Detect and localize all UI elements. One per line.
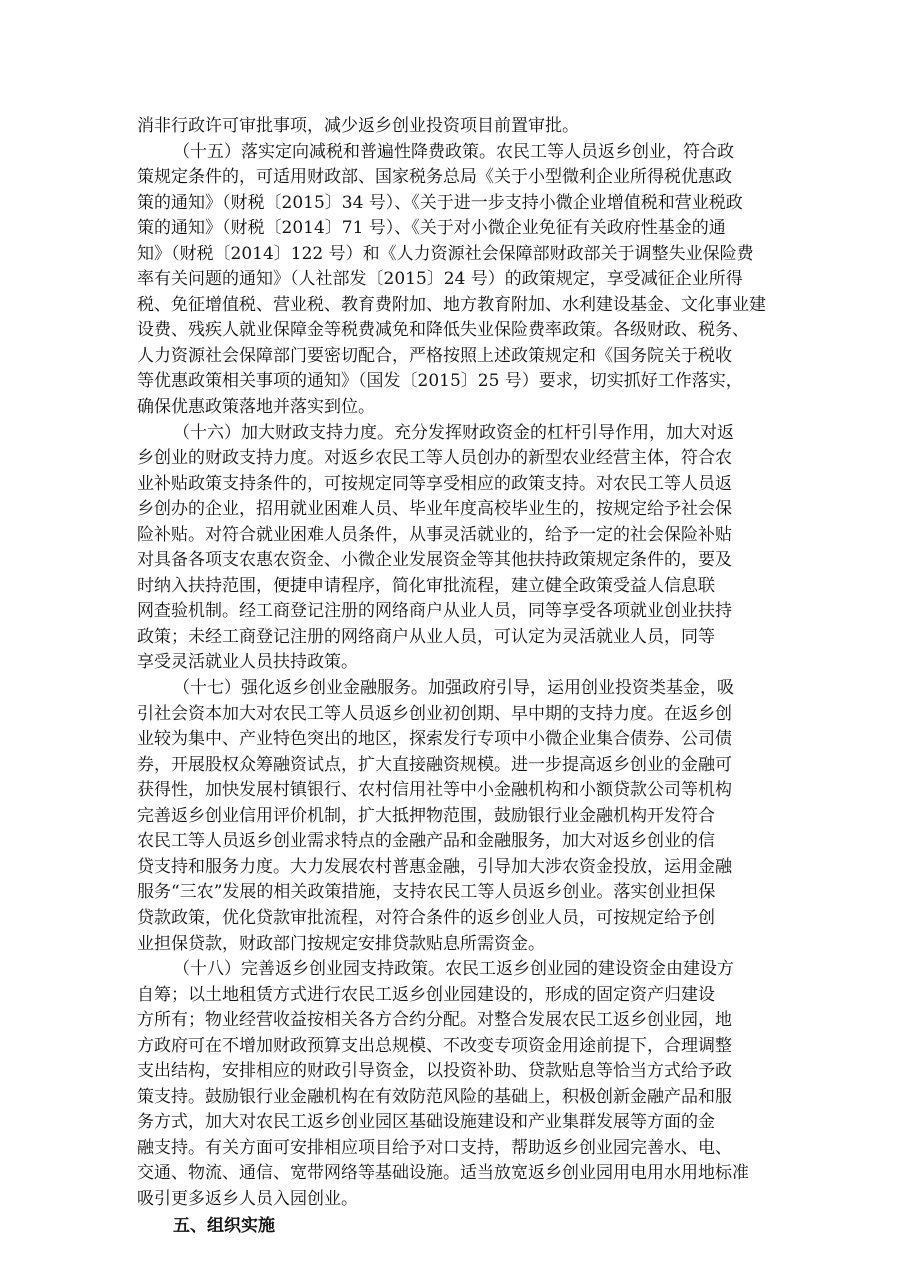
text-line: 获得性，加快发展村镇银行、农村信用社等中小金融机构和小额贷款公司等机构 — [137, 780, 732, 801]
text-line: （十八）完善返乡创业园支持政策。农民工返乡创业园的建设资金由建设方 — [173, 959, 734, 980]
text-line: 税、免征增值税、营业税、教育费附加、地方教育附加、水利建设基金、文化事业建 — [137, 294, 766, 315]
text-line: 人力资源社会保障部门要密切配合，严格按照上述政策规定和《国务院关于税收 — [137, 345, 732, 366]
text-line: 支出结构，安排相应的财政引导资金，以投资补助、贷款贴息等恰当方式给予政 — [137, 1061, 732, 1082]
paragraph-continuation — [137, 114, 773, 140]
paragraph-15-tax-policy — [137, 140, 773, 421]
text-line: 时纳入扶持范围，便捷申请程序，简化审批流程，建立健全政策受益人信息联 — [137, 575, 715, 596]
text-line: 策支持。鼓励银行业金融机构在有效防范风险的基础上，积极创新金融产品和服 — [137, 1086, 732, 1107]
text-line: 方所有；物业经营收益按相关各方合约分配。对整合发展农民工返乡创业园，地 — [137, 1010, 732, 1031]
text-line: 吸引更多返乡人员入园创业。 — [137, 1188, 358, 1209]
text-line: 乡创办的企业，招用就业困难人员、毕业年度高校毕业生的，按规定给予社会保 — [137, 499, 732, 520]
text-line: 自筹；以土地租赁方式进行农民工返乡创业园建设的，形成的固定资产归建设 — [137, 984, 715, 1005]
text-line: （十七）强化返乡创业金融服务。加强政府引导，运用创业投资类基金，吸 — [173, 678, 734, 699]
paragraph-17-financial-services — [137, 676, 773, 957]
text-line: 引社会资本加大对农民工等人员返乡创业初创期、早中期的支持力度。在返乡创 — [137, 703, 732, 724]
text-line: 农民工等人员返乡创业需求特点的金融产品和金融服务，加大对返乡创业的信 — [137, 831, 715, 852]
text-line: 服务“三农”发展的相关政策措施，支持农民工等人员返乡创业。落实创业担保 — [137, 882, 716, 903]
text-line: 业担保贷款，财政部门按规定安排贷款贴息所需资金。 — [137, 933, 545, 954]
text-line: （十五）落实定向减税和普遍性降费政策。农民工等人员返乡创业，符合政 — [173, 141, 734, 162]
text-line: （十六）加大财政支持力度。充分发挥财政资金的杠杆引导作用，加大对返 — [173, 422, 734, 443]
text-line: 设费、残疾人就业保障金等税费减免和降低失业保险费率政策。各级财政、税务、 — [137, 320, 749, 341]
text-line: 险补贴。对符合就业困难人员条件，从事灵活就业的，给予一定的社会保险补贴 — [137, 524, 732, 545]
text-line: 确保优惠政策落地并落实到位。 — [137, 397, 375, 418]
text-line: 方政府可在不增加财政预算支出总规模、不改变专项资金用途前提下，合理调整 — [137, 1035, 732, 1056]
text-line: 业补贴政策支持条件的，可按规定同等享受相应的政策支持。对农民工等人员返 — [137, 473, 732, 494]
section-heading: 五、组织实施 — [173, 1215, 275, 1236]
paragraph-18-industrial-park — [137, 957, 773, 1212]
text-line: 策的通知》（财税〔2015〕34 号）、《关于进一步支持小微企业增值税和营业税政 — [137, 192, 743, 213]
text-line: 消非行政许可审批事项，减少返乡创业投资项目前置审批。 — [137, 116, 579, 136]
text-line: 享受灵活就业人员扶持政策。 — [137, 652, 358, 673]
text-line: 业较为集中、产业特色突出的地区，探索发行专项中小微企业集合债券、公司债 — [137, 729, 732, 750]
text-line: 乡创业的财政支持力度。对返乡农民工等人员创办的新型农业经营主体，符合农 — [137, 448, 732, 469]
text-line: 策的通知》（财税〔2014〕71 号）、《关于对小微企业免征有关政府性基金的通 — [137, 218, 726, 239]
text-line: 交通、物流、通信、宽带网络等基础设施。适当放宽返乡创业园用电用水用地标准 — [137, 1163, 749, 1184]
document-body — [137, 114, 773, 1239]
text-line: 知》（财税〔2014〕122 号）和《人力资源社会保障部财政部关于调整失业保险费 — [137, 243, 754, 264]
text-line: 策规定条件的，可适用财政部、国家税务总局《关于小型微利企业所得税优惠政 — [137, 167, 732, 188]
text-line: 贷支持和服务力度。大力发展农村普惠金融，引导加大涉农资金投放，运用金融 — [137, 856, 732, 877]
text-line: 贷款政策，优化贷款审批流程，对符合条件的返乡创业人员，可按规定给予创 — [137, 907, 715, 928]
text-line: 网查验机制。经工商登记注册的网络商户从业人员，同等享受各项就业创业扶持 — [137, 601, 732, 622]
text-line: 率有关问题的通知》（人社部发〔2015〕24 号）的政策规定，享受减征企业所得 — [137, 269, 743, 290]
text-line: 政策；未经工商登记注册的网络商户从业人员，可认定为灵活就业人员，同等 — [137, 626, 715, 647]
text-line: 等优惠政策相关事项的通知》（国发〔2015〕25 号）要求，切实抓好工作落实， — [137, 371, 743, 392]
text-line: 务方式，加大对农民工返乡创业园区基础设施建设和产业集群发展等方面的金 — [137, 1112, 715, 1133]
text-line: 对具备各项支农惠农资金、小微企业发展资金等其他扶持政策规定条件的，要及 — [137, 550, 732, 571]
text-line: 券，开展股权众筹融资试点，扩大直接融资规模。进一步提高返乡创业的金融可 — [137, 754, 732, 775]
paragraph-16-fiscal-support — [137, 421, 773, 676]
text-line: 完善返乡创业信用评价机制，扩大抵押物范围，鼓励银行业金融机构开发符合 — [137, 805, 715, 826]
text-line: 融支持。有关方面可安排相应项目给予对口支持，帮助返乡创业园完善水、电、 — [137, 1137, 732, 1158]
